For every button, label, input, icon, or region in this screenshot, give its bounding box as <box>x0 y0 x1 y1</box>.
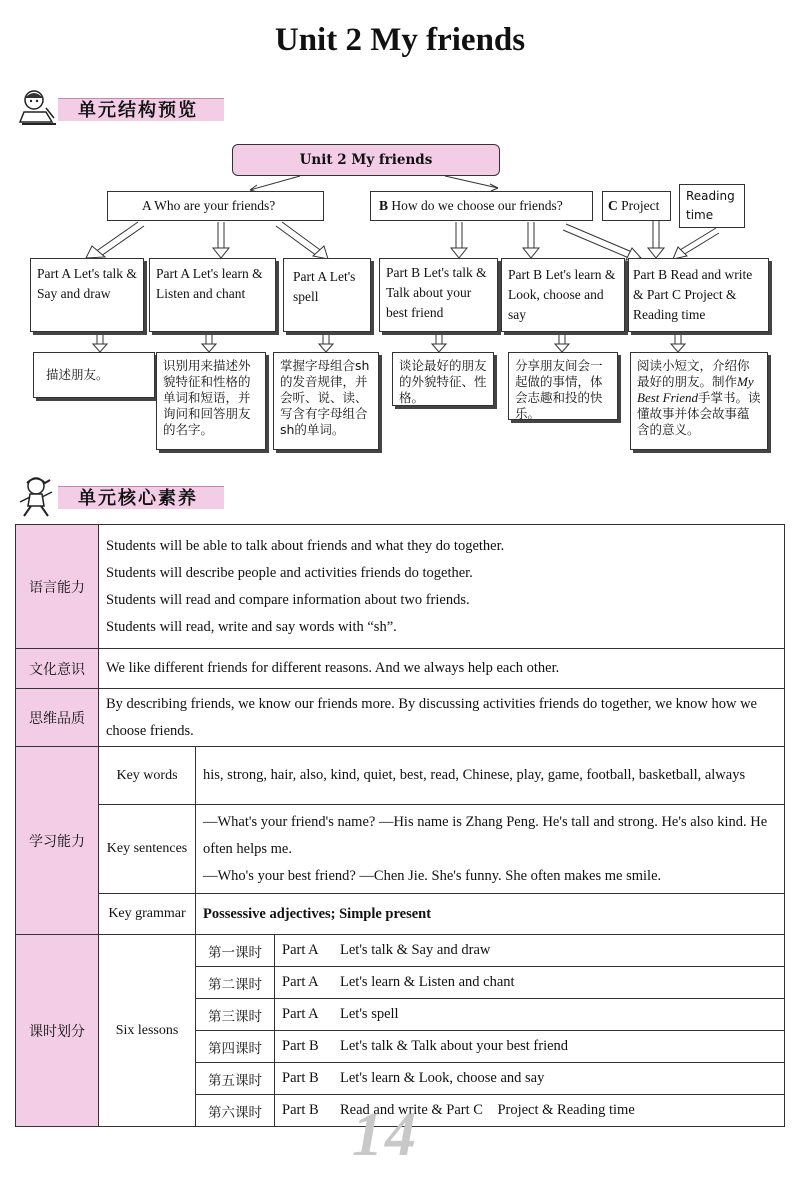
desc-box-1: 描述朋友。 <box>33 352 155 398</box>
part-b-question: How do we choose our friends? <box>391 198 563 213</box>
keysentences-content <box>196 805 785 894</box>
part-c-label-box <box>602 191 671 221</box>
keysentences-label: Key sentences <box>99 805 196 894</box>
yuyan-line: Students will read and compare information about two friends. <box>106 591 470 608</box>
lesson-title <box>275 967 785 999</box>
core-competency-table <box>15 524 785 1127</box>
lesson-text: Read and write & Part C Project & Reading time <box>340 1102 635 1118</box>
lesson-text: Let's talk & Talk about your best friend <box>340 1038 569 1054</box>
keysentence-line: —Who's your best friend? —Chen Jie. She's funny. She often makes me smile. <box>203 867 662 884</box>
lesson-num: 第二课时 <box>196 967 275 999</box>
table-row-keywords <box>16 747 785 805</box>
lesson-part: Part B <box>282 1038 319 1054</box>
lesson-title <box>275 1095 785 1127</box>
lesson-part: Part A <box>282 1006 319 1022</box>
desc-box-3: 掌握字母组合sh的发音规律，并会听、说、读、写含有字母组合sh的单词。 <box>273 352 379 450</box>
part-box-6: Part B Read and write & Part C Project & Reading time <box>628 258 769 332</box>
yuyan-line: Students will describe people and activities friends do together. <box>106 564 473 581</box>
lesson-title <box>275 999 785 1031</box>
lesson-row <box>16 935 785 967</box>
lesson-part: Part A <box>282 974 319 990</box>
part-box-4: Part B Let's talk & Talk about your best friend <box>379 258 498 332</box>
desc6-text-b: 手掌书。读懂故事并体会故事蕴含的意义。 <box>637 390 761 437</box>
table-row-wenhua <box>16 649 785 689</box>
part-b-label-box <box>370 191 593 221</box>
page-number: 14 <box>352 1101 418 1169</box>
desc-box-2: 识别用来描述外貌特征和性格的单词和短语，并询问和回答朋友的名字。 <box>156 352 266 450</box>
lesson-title <box>275 1031 785 1063</box>
lesson-num: 第三课时 <box>196 999 275 1031</box>
part-a-question: Who are your friends? <box>154 198 276 213</box>
part-box-2: Part A Let's learn & Listen and chant <box>149 258 276 332</box>
section-heading-text: 单元结构预览 <box>78 100 198 121</box>
table-row-siwei <box>16 689 785 747</box>
running-kid-icon <box>16 474 62 520</box>
keygrammar-label: Key grammar <box>99 894 196 935</box>
desc6-italic-title: My Best Friend <box>637 374 754 405</box>
desc6-text-a: 阅读小短文，介绍你最好的朋友。制作 <box>637 358 750 389</box>
cat-keshi: 课时划分 <box>16 935 99 1127</box>
page-title: Unit 2 My friends <box>274 22 526 58</box>
unit-title-box: Unit 2 My friends <box>232 144 500 176</box>
desc-box-4: 谈论最好的朋友的外貌特征、性格。 <box>392 352 494 406</box>
part-box-3: Part A Let's spell <box>283 258 371 332</box>
part-box-1: Part A Let's talk & Say and draw <box>30 258 144 332</box>
reading-time-box: Reading time <box>679 184 745 228</box>
lesson-text: Let's learn & Listen and chant <box>340 974 515 990</box>
desc-box-5: 分享朋友间会一起做的事情，体会志趣和投的快乐。 <box>508 352 618 420</box>
part-a-label-box <box>107 191 324 221</box>
lesson-part: Part B <box>282 1102 319 1118</box>
part-box-5: Part B Let's learn & Look, choose and say <box>501 258 625 332</box>
part-c-letter: C <box>608 198 618 213</box>
table-row-keygrammar <box>16 894 785 935</box>
lesson-text: Let's talk & Say and draw <box>340 942 491 958</box>
lesson-num: 第一课时 <box>196 935 275 967</box>
siwei-content: By describing friends, we know our friends more. By discussing activities friends do together, we know how we choose friends. <box>99 689 785 747</box>
yuyan-line: Students will be able to talk about friends and what they do together. <box>106 537 505 554</box>
cat-yuyan: 语言能力 <box>16 525 99 649</box>
wenhua-content: We like different friends for different reasons. And we always help each other. <box>99 649 785 689</box>
lesson-num: 第四课时 <box>196 1031 275 1063</box>
lesson-num: 第五课时 <box>196 1063 275 1095</box>
part-b-letter: B <box>379 198 389 213</box>
cat-wenhua: 文化意识 <box>16 649 99 689</box>
yuyan-line: Students will read, write and say words with “sh”. <box>106 618 397 635</box>
part-a-letter: A <box>142 198 152 213</box>
lesson-part: Part A <box>282 942 319 958</box>
lesson-title <box>275 1063 785 1095</box>
table-row-keysentences <box>16 805 785 894</box>
lesson-title <box>275 935 785 967</box>
six-lessons-label: Six lessons <box>99 935 196 1127</box>
keysentence-line: —What's your friend's name? —His name is Zhang Peng. He's tall and strong. He's also kind. He often helps me. <box>203 813 768 857</box>
section-heading-text: 单元核心素养 <box>78 488 198 509</box>
yuyan-content <box>99 525 785 649</box>
lesson-num: 第六课时 <box>196 1095 275 1127</box>
keywords-label: Key words <box>99 747 196 805</box>
part-c-project: Project <box>621 198 660 213</box>
lesson-text: Let's learn & Look, choose and say <box>340 1070 545 1086</box>
table-row-yuyan <box>16 525 785 649</box>
cat-siwei: 思维品质 <box>16 689 99 747</box>
keygrammar-content: Possessive adjectives; Simple present <box>196 894 785 935</box>
lesson-text: Let's spell <box>340 1006 399 1022</box>
cat-xuexi: 学习能力 <box>16 747 99 935</box>
section-heading-core <box>14 482 234 522</box>
lesson-part: Part B <box>282 1070 319 1086</box>
desc-box-6 <box>630 352 768 450</box>
keywords-content: his, strong, hair, also, kind, quiet, best, read, Chinese, play, game, football, basketball, always <box>196 747 785 805</box>
